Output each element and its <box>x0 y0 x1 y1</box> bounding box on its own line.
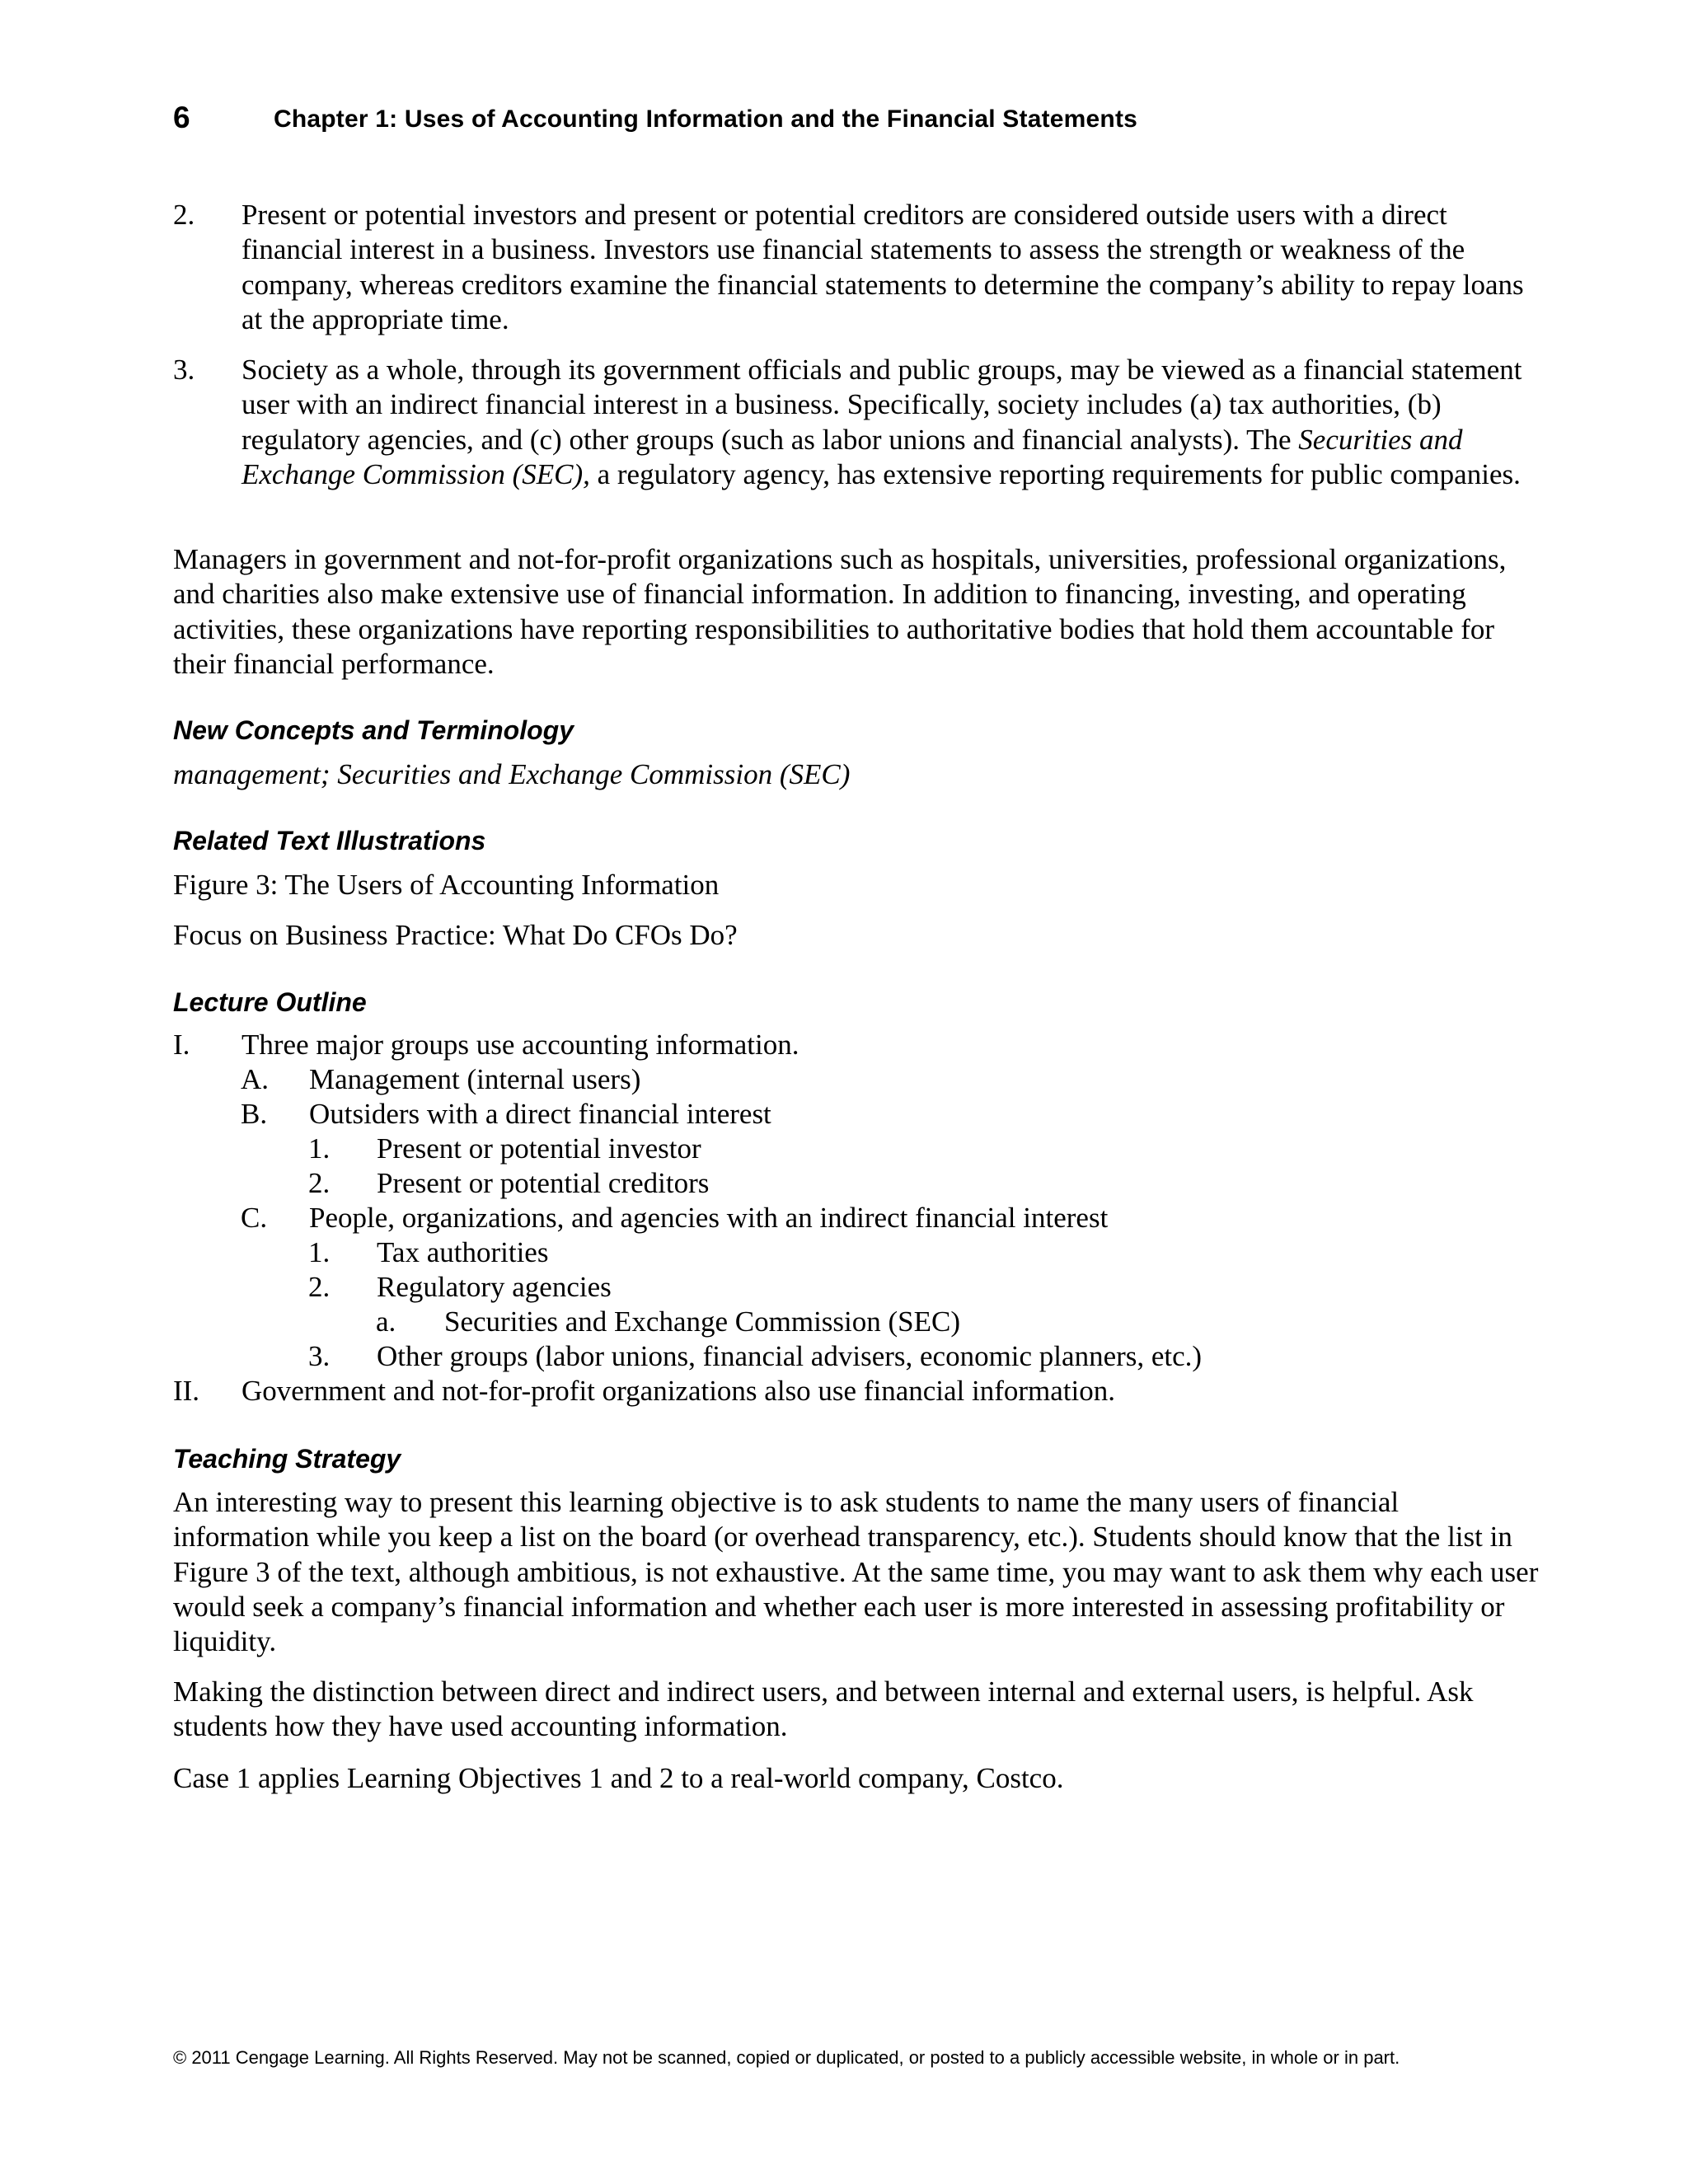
item-text-part: a regulatory agency, has extensive reporting requirements for public companies. <box>589 457 1521 490</box>
copyright-footer: © 2011 Cengage Learning. All Rights Reserved. May not be scanned, copied or duplicated, or posted to a publicly accessible website, in whole or in part. <box>173 2047 1400 2068</box>
related-illustrations-heading: Related Text Illustrations <box>173 826 486 855</box>
managers-paragraph: Managers in government and not-for-profit organizations such as hospitals, universities, professional organizations, and charities also make extensive use of financial information. In addition to financing, investing, and operating activities, these organizations have reporting responsibilities to authoritative bodies that hold them accountable for their financial performance. <box>173 543 1507 680</box>
illustration-item: Figure 3: The Users of Accounting Information <box>173 869 720 901</box>
teaching-paragraph: Case 1 applies Learning Objectives 1 and 2 to a real-world company, Costco. <box>173 1762 1064 1794</box>
page-header <box>173 99 1574 148</box>
teaching-paragraph: An interesting way to present this learning objective is to ask students to name the many users of financial information while you keep a list on the board (or overhead transparency, etc.). Students should know that the list in Figure 3 of the text, although ambitious, is not exhaustive. At the same time, you may want to ask them why each user would seek a company’s financial information and whether each user is more interested in assessing profitability or liquidity. <box>173 1486 1539 1658</box>
item-number: 3. <box>173 354 195 386</box>
teaching-strategy-heading: Teaching Strategy <box>173 1444 401 1474</box>
numbered-item-3 <box>173 353 1541 492</box>
item-text: Present or potential investors and present or potential creditors are considered outside users with a direct financial interest in a business. Investors use financial statements to assess the strength or weakness of the company, whereas creditors examine the financial statements to determine the company’s ability to repay loans at the appropriate time. <box>241 199 1524 335</box>
item-text-part: Society as a whole, through its government officials and public groups, may be viewed as a financial statement user with an indirect financial interest in a business. Specifically, society includes (a) tax authorities, (b) regulatory agencies, and (c) other groups (such as labor unions and financial analysts). The <box>241 354 1522 456</box>
numbered-item-2 <box>173 198 1541 337</box>
item-text <box>241 353 1541 492</box>
page-number: 6 <box>173 101 190 134</box>
illustration-item: Focus on Business Practice: What Do CFOs Do? <box>173 919 738 951</box>
new-concepts-text: management; Securities and Exchange Commission (SEC) <box>173 758 851 790</box>
new-concepts-heading: New Concepts and Terminology <box>173 715 574 745</box>
teaching-paragraph: Making the distinction between direct and indirect users, and between internal and external users, is helpful. Ask students how they have used accounting information. <box>173 1675 1474 1743</box>
item-number: 2. <box>173 199 195 231</box>
sec-italic-term: Securities and Exchange Commission (SEC), <box>241 423 1463 490</box>
lecture-outline-heading: Lecture Outline <box>173 987 367 1017</box>
document-page: 6 Chapter 1: Uses of Accounting Information and the Financial Statements 2. Present or potential investors and present or potential creditors are considered outside users with a direct financial interest in a business. Investors use financial statements to assess the strength or weakness of the company, whereas creditors examine the financial statements to determine the company’s ability to repay loans at the appropriate time. 3. Society as a whole, through its government officials and public groups, may be viewed as a financial statement user with an indirect financial interest in a business. Specifically, society includes (a) tax authorities, (b) regulatory agencies, and (c) other groups (such as labor unions and financial analysts). The Securities and Exchange Commission (SEC), a regulatory agency, has extensive reporting requirements for public companies. Managers in government and not-for-profit organizations such as hospitals, universities, professional organizations, and charities also make extensive use of financial information. In addition to financing, investing, and operating activities, these organizations have reporting responsibilities to authoritative bodies that hold them accountable for their financial performance. New Concepts and Terminology management; Securities and Exchange Commission (SEC) Related Text Illustrations Figure 3: The Users of Accounting Information Focus on Business Practice: What Do CFOs Do? Lecture Outline I. Three major groups use accounting information. A. Management (internal users) B. Outsiders with a direct financial interest 1. Present or potential investor 2. Present or potential creditors C. People, organizations, and agencies with an indirect financial interest 1. Tax authorities 2. Regulatory agencies a. Securities and Exchange Commission (SEC) 3. Other groups (labor unions, financial advisers, economic planners, etc.) II. Government and not-for-profit organizations also use financial information. Teaching Strategy An interesting way to present this learning objective is to ask students to name the many users of financial information while you keep a list on the board (or overhead transparency, etc.). Students should know that the list in Figure 3 of the text, although ambitious, is not exhaustive. At the same time, you may want to ask them why each user would seek a company’s financial information and whether each user is more interested in assessing profitability or liquidity. Making the distinction between direct and indirect users, and between internal and external users, is helpful. Ask students how they have used accounting information. Case 1 applies Learning Objectives 1 and 2 to a real-world company, Costco. © 2011 Cengage Learning. All Rights Reserved. May not be scanned, copied or duplicated, or posted to a publicly accessible website, in whole or in part. <box>0 0 1688 2184</box>
chapter-title: Chapter 1: Uses of Accounting Information and the Financial Statements <box>274 105 1138 133</box>
